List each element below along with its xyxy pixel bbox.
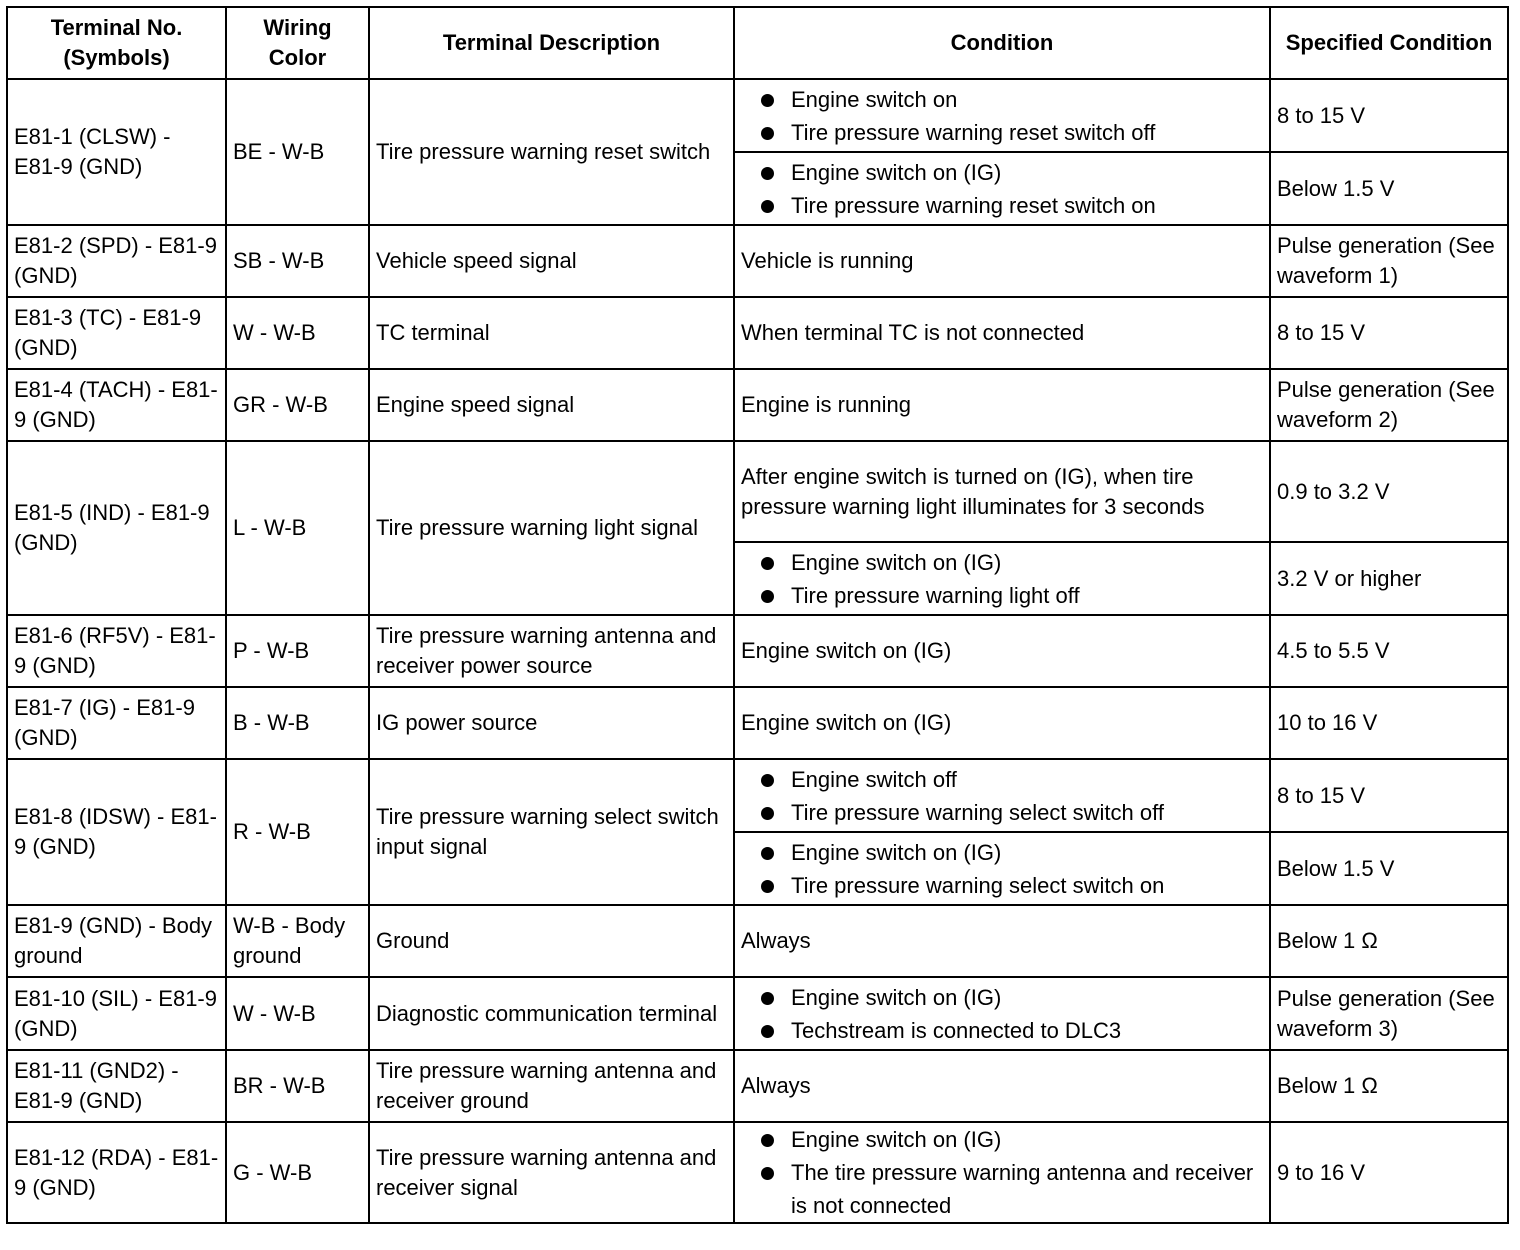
condition-list — [741, 83, 1263, 149]
condition-list — [741, 156, 1263, 222]
condition-cell: Always — [734, 905, 1270, 977]
spec-cell: 8 to 15 V — [1270, 759, 1508, 832]
condition-bullet: Tire pressure warning reset switch on — [757, 189, 1263, 222]
condition-cell: When terminal TC is not connected — [734, 297, 1270, 369]
wiring-cell: W - W-B — [226, 297, 369, 369]
spec-cell: Below 1 Ω — [1270, 905, 1508, 977]
terminal-cell: E81-2 (SPD) - E81-9 (GND) — [7, 225, 226, 297]
wiring-cell: G - W-B — [226, 1122, 369, 1223]
description-cell: Tire pressure warning antenna and receiver power source — [369, 615, 734, 687]
condition-cell — [734, 832, 1270, 905]
header-condition: Condition — [734, 7, 1270, 79]
condition-list — [741, 763, 1263, 829]
table-row — [7, 977, 1508, 1050]
terminal-cell: E81-10 (SIL) - E81-9 (GND) — [7, 977, 226, 1050]
table-row — [7, 225, 1508, 297]
description-cell: Ground — [369, 905, 734, 977]
condition-list — [741, 981, 1263, 1047]
spec-cell: Pulse generation (See waveform 3) — [1270, 977, 1508, 1050]
terminal-cell: E81-12 (RDA) - E81-9 (GND) — [7, 1122, 226, 1223]
terminal-cell: E81-8 (IDSW) - E81-9 (GND) — [7, 759, 226, 905]
description-cell: Vehicle speed signal — [369, 225, 734, 297]
terminal-cell: E81-5 (IND) - E81-9 (GND) — [7, 441, 226, 615]
wiring-cell: SB - W-B — [226, 225, 369, 297]
condition-list — [741, 546, 1263, 612]
description-cell: Diagnostic communication terminal — [369, 977, 734, 1050]
terminal-cell: E81-1 (CLSW) - E81-9 (GND) — [7, 79, 226, 225]
table-row — [7, 441, 1508, 542]
description-cell: Tire pressure warning reset switch — [369, 79, 734, 225]
wiring-cell: BE - W-B — [226, 79, 369, 225]
condition-bullet: Engine switch on (IG) — [757, 836, 1263, 869]
header-row — [7, 7, 1508, 79]
wiring-cell: B - W-B — [226, 687, 369, 759]
table-row — [7, 297, 1508, 369]
condition-cell — [734, 759, 1270, 832]
wiring-cell: W - W-B — [226, 977, 369, 1050]
header-description: Terminal Description — [369, 7, 734, 79]
spec-cell: Pulse generation (See waveform 1) — [1270, 225, 1508, 297]
condition-bullet: Techstream is connected to DLC3 — [757, 1014, 1263, 1047]
spec-cell: 10 to 16 V — [1270, 687, 1508, 759]
description-cell: Tire pressure warning light signal — [369, 441, 734, 615]
spec-cell: Below 1.5 V — [1270, 152, 1508, 225]
table-row — [7, 1050, 1508, 1122]
table-row — [7, 79, 1508, 152]
description-cell: IG power source — [369, 687, 734, 759]
condition-cell: Vehicle is running — [734, 225, 1270, 297]
condition-bullet: Tire pressure warning select switch on — [757, 869, 1263, 902]
condition-bullet: Engine switch on (IG) — [757, 546, 1263, 579]
wiring-cell: W-B - Body ground — [226, 905, 369, 977]
condition-list — [741, 1123, 1263, 1222]
spec-cell: Below 1.5 V — [1270, 832, 1508, 905]
table-row — [7, 905, 1508, 977]
condition-bullet: Engine switch on — [757, 83, 1263, 116]
header-terminal: Terminal No. (Symbols) — [7, 7, 226, 79]
condition-bullet: Tire pressure warning reset switch off — [757, 116, 1263, 149]
spec-cell: 8 to 15 V — [1270, 79, 1508, 152]
condition-bullet: Engine switch on (IG) — [757, 156, 1263, 189]
terminal-cell: E81-9 (GND) - Body ground — [7, 905, 226, 977]
terminal-cell: E81-6 (RF5V) - E81-9 (GND) — [7, 615, 226, 687]
terminal-cell: E81-4 (TACH) - E81-9 (GND) — [7, 369, 226, 441]
header-specified: Specified Condition — [1270, 7, 1508, 79]
condition-list — [741, 836, 1263, 902]
table-row — [7, 759, 1508, 832]
spec-cell: 8 to 15 V — [1270, 297, 1508, 369]
description-cell: TC terminal — [369, 297, 734, 369]
terminal-table — [6, 6, 1509, 1224]
description-cell: Engine speed signal — [369, 369, 734, 441]
condition-cell: Engine switch on (IG) — [734, 615, 1270, 687]
condition-cell — [734, 152, 1270, 225]
terminal-cell: E81-11 (GND2) - E81-9 (GND) — [7, 1050, 226, 1122]
wiring-cell: BR - W-B — [226, 1050, 369, 1122]
table-row — [7, 1122, 1508, 1223]
terminal-cell: E81-7 (IG) - E81-9 (GND) — [7, 687, 226, 759]
spec-cell: Pulse generation (See waveform 2) — [1270, 369, 1508, 441]
condition-cell — [734, 977, 1270, 1050]
spec-cell: 9 to 16 V — [1270, 1122, 1508, 1223]
wiring-cell: L - W-B — [226, 441, 369, 615]
table-row — [7, 615, 1508, 687]
condition-bullet: Tire pressure warning select switch off — [757, 796, 1263, 829]
description-cell: Tire pressure warning antenna and receiver ground — [369, 1050, 734, 1122]
condition-bullet: Tire pressure warning light off — [757, 579, 1263, 612]
table-row — [7, 369, 1508, 441]
wiring-cell: GR - W-B — [226, 369, 369, 441]
condition-cell: After engine switch is turned on (IG), when tire pressure warning light illuminates for 3 seconds — [734, 441, 1270, 542]
condition-cell — [734, 79, 1270, 152]
condition-cell — [734, 1122, 1270, 1223]
header-wiring: Wiring Color — [226, 7, 369, 79]
terminal-cell: E81-3 (TC) - E81-9 (GND) — [7, 297, 226, 369]
spec-cell: 0.9 to 3.2 V — [1270, 441, 1508, 542]
description-cell: Tire pressure warning select switch input signal — [369, 759, 734, 905]
condition-bullet: Engine switch on (IG) — [757, 1123, 1263, 1156]
spec-cell: 4.5 to 5.5 V — [1270, 615, 1508, 687]
condition-bullet: Engine switch on (IG) — [757, 981, 1263, 1014]
spec-cell: Below 1 Ω — [1270, 1050, 1508, 1122]
condition-bullet: Engine switch off — [757, 763, 1263, 796]
condition-cell — [734, 542, 1270, 615]
condition-cell: Engine is running — [734, 369, 1270, 441]
condition-cell: Always — [734, 1050, 1270, 1122]
spec-cell: 3.2 V or higher — [1270, 542, 1508, 615]
condition-cell: Engine switch on (IG) — [734, 687, 1270, 759]
table-row — [7, 687, 1508, 759]
description-cell: Tire pressure warning antenna and receiver signal — [369, 1122, 734, 1223]
condition-bullet: The tire pressure warning antenna and receiver is not connected — [757, 1156, 1263, 1222]
wiring-cell: R - W-B — [226, 759, 369, 905]
wiring-cell: P - W-B — [226, 615, 369, 687]
